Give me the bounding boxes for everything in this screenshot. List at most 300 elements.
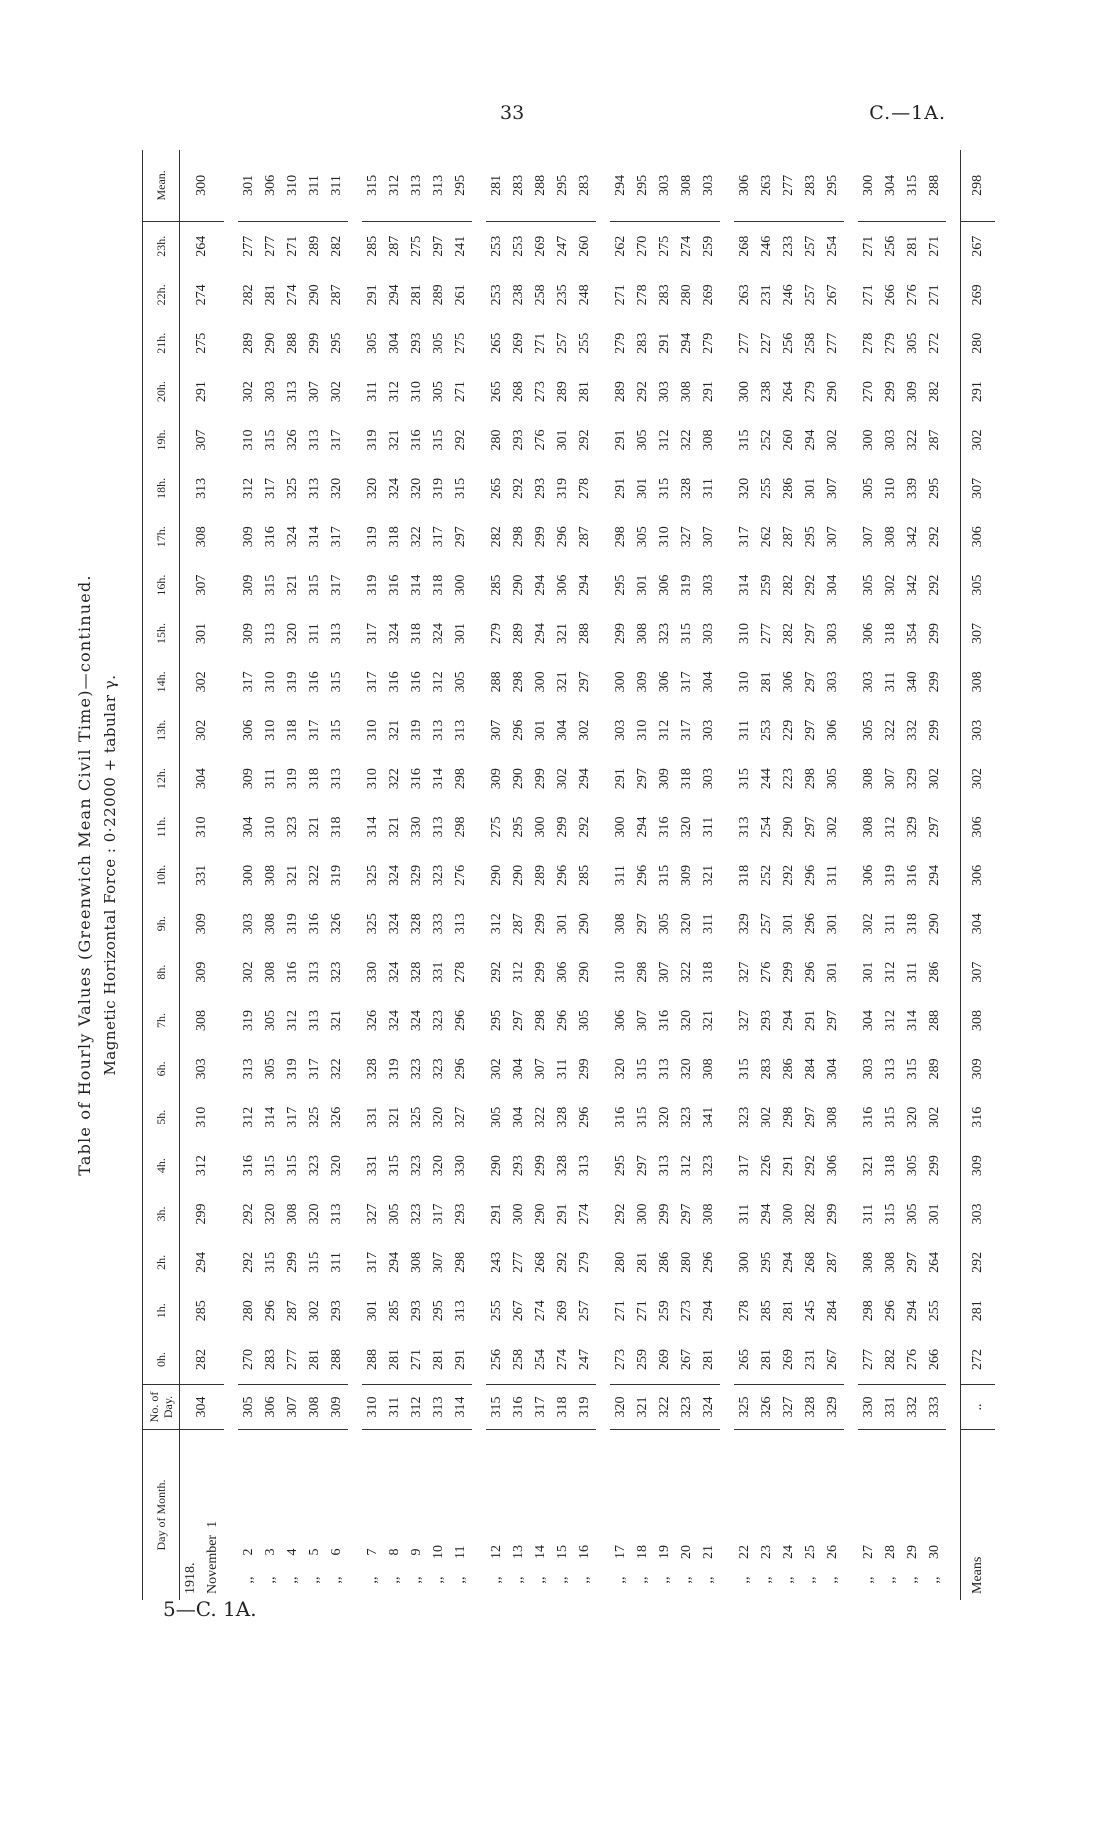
value-cell: 290 [511,574,526,596]
day-number-cell: 329 [822,1385,844,1430]
value-cell: 328 [555,1155,570,1177]
value-cell: 248 [577,284,592,306]
value-cell: 323 [409,1155,424,1177]
value-cell: 307 [825,477,840,499]
value-cell: 297 [927,816,942,838]
value-cell: 275 [194,332,209,354]
value-cell: 298 [453,1251,468,1273]
value-cell: 317 [365,623,380,645]
value-cell: 296 [263,1300,278,1322]
value-cell: 320 [431,1106,446,1128]
mean-cell: 306 [260,150,282,221]
value-cell: 323 [329,961,344,983]
day-number-cell: 311 [384,1385,406,1430]
value-cell: 313 [453,1300,468,1322]
value-cell: 301 [533,719,548,741]
value-cell: 289 [241,332,256,354]
value-cell: 281 [263,284,278,306]
spacer-cell [472,150,486,1600]
table-row [632,150,654,1600]
value-cell: 312 [511,961,526,983]
table-row [260,150,282,1600]
value-cell: 293 [533,477,548,499]
value-cell: 309 [961,1141,996,1189]
value-cell: 290 [263,332,278,354]
value-cell: 315 [263,1155,278,1177]
table-row [406,150,428,1600]
value-cell: 307 [635,1010,650,1032]
mean-cell: 277 [778,150,800,221]
value-cell: 306 [555,574,570,596]
value-cell: 317 [329,526,344,548]
value-cell: 273 [613,1348,628,1370]
value-cell: 299 [533,526,548,548]
value-cell: 319 [431,477,446,499]
value-cell: 255 [489,1300,504,1322]
value-cell: 267 [825,284,840,306]
value-cell: 311 [555,1058,570,1080]
value-cell: 267 [825,1348,840,1370]
value-cell: 295 [927,477,942,499]
value-cell: 292 [635,381,650,403]
value-cell: 306 [781,671,796,693]
value-cell: 312 [489,913,504,935]
value-cell: 313 [453,913,468,935]
value-cell: 290 [511,864,526,886]
value-cell: 307 [701,526,716,548]
value-cell: 321 [555,671,570,693]
value-cell: 271 [409,1348,424,1370]
value-cell: 275 [409,235,424,257]
table-row [530,150,552,1600]
value-cell: 325 [285,477,300,499]
value-cell: 307 [533,1058,548,1080]
header-hour: 5h. [143,1093,180,1141]
value-cell: 319 [365,526,380,548]
value-cell: 287 [387,235,402,257]
value-cell: 306 [657,574,672,596]
mean-cell: 306 [734,150,756,221]
value-cell: 271 [533,332,548,354]
value-cell: 291 [781,1155,796,1177]
value-cell: 296 [803,961,818,983]
value-cell: 297 [803,671,818,693]
header-hour: 8h. [143,948,180,996]
value-cell: 319 [679,574,694,596]
value-cell: 321 [285,574,300,596]
value-cell: 247 [555,235,570,257]
value-cell: 267 [511,1300,526,1322]
value-cell: 326 [329,1106,344,1128]
day-number-cell: 308 [304,1385,326,1430]
value-cell: 296 [635,864,650,886]
value-cell: 287 [927,429,942,451]
value-cell: 314 [263,1106,278,1128]
table-row [450,150,472,1600]
value-cell: 320 [905,1106,920,1128]
value-cell: 311 [365,381,380,402]
day-number-cell: 332 [902,1385,924,1430]
group-spacer [946,150,961,1600]
value-cell: 285 [759,1300,774,1322]
value-cell: 294 [194,1251,209,1273]
value-cell: 292 [511,477,526,499]
value-cell: 308 [861,1251,876,1273]
value-cell: 266 [927,1348,942,1370]
header-hour: 17h. [143,513,180,561]
value-cell: 304 [825,1058,840,1080]
value-cell: 313 [431,719,446,741]
group-spacer [348,150,362,1600]
value-cell: 288 [489,671,504,693]
value-cell: 341 [701,1106,716,1128]
value-cell: 304 [961,900,996,948]
value-cell: 275 [657,235,672,257]
value-cell: 307 [961,609,996,657]
value-cell: 308 [701,1058,716,1080]
value-cell: 323 [679,1106,694,1128]
value-cell: 246 [759,235,774,257]
value-cell: 276 [905,284,920,306]
value-cell: 297 [905,1251,920,1273]
value-cell: 264 [194,235,209,257]
value-cell: 313 [194,477,209,499]
value-cell: 244 [759,768,774,790]
value-cell: 318 [883,1155,898,1177]
value-cell: 315 [453,477,468,499]
value-cell: 259 [701,235,716,257]
value-cell: 304 [861,1010,876,1032]
value-cell: 328 [409,961,424,983]
value-cell: 305 [387,1203,402,1225]
value-cell: 313 [307,961,322,983]
value-cell: 271 [613,284,628,306]
value-cell: 293 [511,429,526,451]
header-hour: 7h. [143,996,180,1044]
day-number-cell: 322 [654,1385,676,1430]
value-cell: 296 [453,1058,468,1080]
mean-cell: 312 [384,150,406,221]
value-cell: 307 [883,768,898,790]
value-cell: 286 [657,1251,672,1273]
table-row [428,150,450,1600]
value-cell: 313 [241,1058,256,1080]
value-cell: 265 [489,381,504,403]
value-cell: 310 [263,816,278,838]
value-cell: 290 [307,284,322,306]
day-of-month-cell: ,, 17 [610,1430,632,1601]
value-cell: 303 [241,913,256,935]
value-cell: 311 [905,961,920,983]
value-cell: 303 [613,719,628,741]
value-cell: 300 [613,671,628,693]
value-cell: 318 [285,719,300,741]
value-cell: 296 [511,719,526,741]
mean-cell: 311 [326,150,348,221]
mean-cell: 288 [530,150,552,221]
value-cell: 314 [737,574,752,596]
value-cell: 280 [241,1300,256,1322]
header-hour: 2h. [143,1238,180,1286]
value-cell: 311 [329,1252,344,1273]
value-cell: 313 [577,1155,592,1177]
table-row [756,150,778,1600]
mean-cell: 304 [880,150,902,221]
value-cell: 309 [657,768,672,790]
value-cell: 319 [241,1010,256,1032]
spacer-cell [720,150,734,1600]
value-cell: 316 [263,526,278,548]
value-cell: 308 [883,526,898,548]
value-cell: 291 [613,477,628,499]
value-cell: 315 [263,1251,278,1273]
value-cell: 312 [883,1010,898,1032]
table-row [654,150,676,1600]
value-cell: 281 [577,381,592,403]
value-cell: 288 [329,1348,344,1370]
table-row [880,150,902,1600]
value-cell: 269 [511,332,526,354]
value-cell: 301 [635,574,650,596]
value-cell: 290 [577,961,592,983]
value-cell: 304 [511,1058,526,1080]
value-cell: 309 [241,623,256,645]
header-hour: 4h. [143,1141,180,1189]
value-cell: 315 [657,477,672,499]
day-of-month-cell: ,, 21 [698,1430,720,1601]
table-row [384,150,406,1600]
header-hour: 10h. [143,851,180,899]
day-number-cell: 325 [734,1385,756,1430]
value-cell: 304 [511,1106,526,1128]
value-cell: 302 [861,913,876,935]
value-cell: 263 [737,284,752,306]
value-cell: 256 [781,332,796,354]
value-cell: 292 [961,1238,996,1286]
value-cell: 317 [365,671,380,693]
value-cell: 332 [905,719,920,741]
mean-cell: 294 [610,150,632,221]
value-cell: 296 [453,1010,468,1032]
value-cell: 318 [905,913,920,935]
day-of-month-cell: ,, 9 [406,1430,428,1601]
value-cell: 327 [679,526,694,548]
value-cell: 295 [613,574,628,596]
value-cell: 331 [365,1106,380,1128]
value-cell: 298 [453,768,468,790]
value-cell: 292 [577,816,592,838]
value-cell: 277 [759,623,774,645]
value-cell: 318 [387,526,402,548]
value-cell: 318 [737,864,752,886]
value-cell: 296 [555,526,570,548]
value-cell: 315 [635,1058,650,1080]
value-cell: 292 [613,1203,628,1225]
value-cell: 323 [431,1058,446,1080]
value-cell: 296 [577,1106,592,1128]
header-hour: 14h. [143,658,180,706]
day-number-cell: 324 [698,1385,720,1430]
value-cell: 283 [759,1058,774,1080]
value-cell: 262 [759,526,774,548]
value-cell: 294 [679,332,694,354]
table-row [326,150,348,1600]
day-of-month-cell: ,, 27 [858,1430,880,1601]
table-row [734,150,756,1600]
value-cell: 297 [803,816,818,838]
value-cell: 276 [905,1348,920,1370]
value-cell: 302 [961,416,996,464]
value-cell: 294 [927,864,942,886]
value-cell: 297 [577,671,592,693]
value-cell: 320 [737,477,752,499]
value-cell: 285 [489,574,504,596]
value-cell: 309 [489,768,504,790]
value-cell: 316 [409,671,424,693]
value-cell: 294 [759,1203,774,1225]
value-cell: 324 [387,864,402,886]
value-cell: 329 [737,913,752,935]
value-cell: 331 [365,1155,380,1177]
value-cell: 327 [453,1106,468,1128]
value-cell: 310 [883,477,898,499]
value-cell: 298 [511,526,526,548]
value-cell: 253 [489,284,504,306]
value-cell: 271 [927,235,942,257]
value-cell: 320 [329,477,344,499]
value-cell: 313 [307,477,322,499]
value-cell: 274 [577,1203,592,1225]
value-cell: 264 [781,381,796,403]
value-cell: 316 [241,1155,256,1177]
day-number-cell: 312 [406,1385,428,1430]
value-cell: 292 [241,1203,256,1225]
value-cell: 271 [635,1300,650,1322]
value-cell: 253 [759,719,774,741]
value-cell: 252 [759,429,774,451]
value-cell: 290 [577,913,592,935]
value-cell: 325 [365,913,380,935]
day-number-cell: 315 [486,1385,508,1430]
value-cell: 311 [701,913,716,935]
value-cell: 309 [905,381,920,403]
mean-cell: 283 [800,150,822,221]
mean-cell: 300 [858,150,880,221]
value-cell: 300 [533,816,548,838]
value-cell: 293 [453,1203,468,1225]
value-cell: 292 [803,574,818,596]
value-cell: 297 [803,719,818,741]
day-of-month-cell: ,, 10 [428,1430,450,1601]
value-cell: 294 [533,623,548,645]
value-cell: 254 [825,235,840,257]
value-cell: 321 [555,623,570,645]
mean-cell: 295 [552,150,574,221]
value-cell: 309 [241,574,256,596]
value-cell: 302 [961,754,996,802]
value-cell: 310 [737,623,752,645]
day-number-cell: .. [961,1385,996,1430]
value-cell: 276 [453,864,468,886]
value-cell: 277 [825,332,840,354]
value-cell: 257 [803,235,818,257]
day-of-month-cell: ,, 18 [632,1430,654,1601]
value-cell: 259 [759,574,774,596]
value-cell: 321 [701,1010,716,1032]
day-of-month-cell: ,, 23 [756,1430,778,1601]
value-cell: 317 [679,719,694,741]
value-cell: 226 [759,1155,774,1177]
value-cell: 317 [737,1155,752,1177]
value-cell: 292 [803,1155,818,1177]
value-cell: 298 [533,1010,548,1032]
value-cell: 300 [635,1203,650,1225]
value-cell: 309 [679,864,694,886]
day-number-cell: 330 [858,1385,880,1430]
value-cell: 243 [489,1251,504,1273]
value-cell: 318 [329,816,344,838]
value-cell: 299 [533,913,548,935]
value-cell: 265 [737,1348,752,1370]
value-cell: 315 [737,768,752,790]
value-cell: 277 [511,1251,526,1273]
value-cell: 273 [533,381,548,403]
value-cell: 310 [194,1106,209,1128]
day-number-cell: 323 [676,1385,698,1430]
value-cell: 310 [657,526,672,548]
header-hour: 1h. [143,1287,180,1335]
value-cell: 305 [431,332,446,354]
table-row [508,150,530,1600]
mean-cell: 301 [238,150,260,221]
value-cell: 319 [555,477,570,499]
value-cell: 308 [263,913,278,935]
value-cell: 308 [194,526,209,548]
value-cell: 289 [613,381,628,403]
day-number-cell: 328 [800,1385,822,1430]
day-of-month-cell: Means [961,1430,996,1601]
value-cell: 322 [905,429,920,451]
value-cell: 289 [511,623,526,645]
value-cell: 306 [861,864,876,886]
value-cell: 287 [825,1251,840,1273]
value-cell: 302 [194,719,209,741]
value-cell: 272 [927,332,942,354]
value-cell: 309 [194,961,209,983]
value-cell: 306 [961,803,996,851]
group-spacer [720,150,734,1600]
value-cell: 302 [825,816,840,838]
value-cell: 270 [861,381,876,403]
header-hour: 22h. [143,271,180,319]
mean-cell: 295 [822,150,844,221]
value-cell: 294 [635,816,650,838]
value-cell: 270 [241,1348,256,1370]
value-cell: 280 [679,284,694,306]
value-cell: 299 [285,1251,300,1273]
value-cell: 315 [737,429,752,451]
value-cell: 298 [861,1300,876,1322]
value-cell: 303 [961,1190,996,1238]
value-cell: 262 [613,235,628,257]
value-cell: 302 [194,671,209,693]
value-cell: 303 [701,719,716,741]
value-cell: 260 [577,235,592,257]
value-cell: 315 [679,623,694,645]
value-cell: 277 [737,332,752,354]
day-of-month-cell: ,, 13 [508,1430,530,1601]
value-cell: 312 [194,1155,209,1177]
